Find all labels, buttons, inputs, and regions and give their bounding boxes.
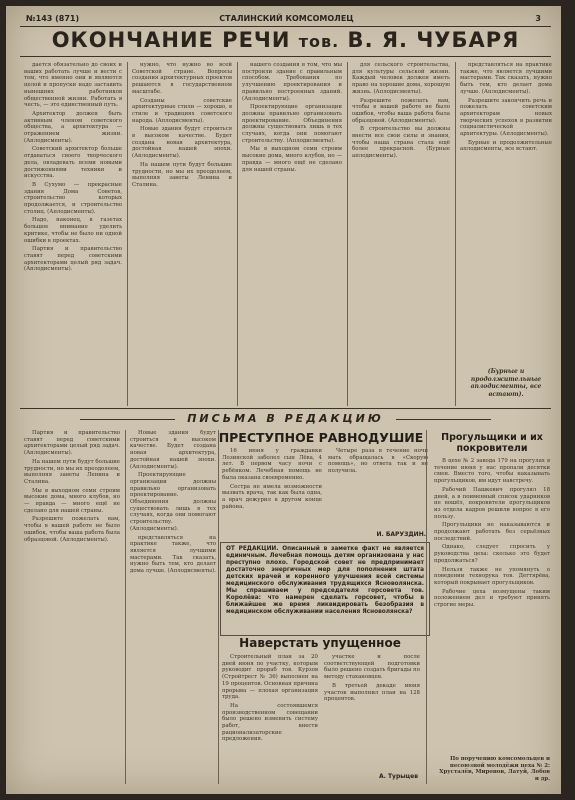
- column-divider: [127, 62, 128, 406]
- paragraph: нашего создания в том, что мы построили здание с правильным способом. Требования по улучшению проектирования и правильно построенных зданий. (Аплодисменты).: [242, 62, 342, 102]
- paragraph: Разрешите пожелать вам, чтобы в вашей работе не было ошибок, чтобы ваша работа была образцовой. (Аплодисменты).: [24, 516, 120, 543]
- newspaper-page: [6, 6, 561, 794]
- paragraph: Проектирующие организации должны правильно организовать проектирование. Объединения должны существовать лишь в тех случаях, когда они помогают строительству. (Аплодисменты).: [242, 104, 342, 144]
- paragraph: Рабочий Пашкевич прогулял 18 дней, а в поименный список ударников не вошёл, покровители прогульщиков из отдела кадров решили вопрос в его пользу.: [434, 486, 550, 520]
- speech-continuation-column-2: [130, 430, 216, 784]
- issue-number: №143 (871): [26, 14, 80, 23]
- paragraph: В третьей декаде июня участок выполнил план на 128 процентов.: [324, 682, 420, 703]
- speech-column-3: [242, 62, 342, 406]
- paragraph: Мы в выходном семи строим высокие дома, много клубов, но — правда — много ещё не сделано для нашей страны.: [24, 487, 120, 514]
- paragraph: Рабочие цеха возмущены таким положением дел и требуют принять строгие меры.: [434, 588, 550, 609]
- column-divider: [237, 62, 238, 406]
- paragraph: Мы в выходном семи строим высокие дома, много клубов, но — правда — много ещё не сделано для нашей страны.: [242, 146, 342, 173]
- article-3-signature: По поручению комсомольцев и несоюзной молодёжи цеха № 2: Хрусталёв, Миронов, Латуй, Лобов и др.: [439, 756, 550, 783]
- newspaper-name: СТАЛИНСКИЙ КОМСОМОЛЕЦ: [219, 14, 354, 23]
- paragraph: Надо, наконец, в газетах большое внимание уделить критике, чтобы не было ни одной ошибки в проектах.: [24, 217, 122, 244]
- paragraph: В цехе № 2 завода 179 на прогулах в течение июня у нас пропали десятки смен. Вместо того, чтобы наказывать прогульщиков, им идут навстречу.: [434, 458, 550, 485]
- paragraph: представляться на практике также, что является лучшими мастерами. Так сказать, нужно быть тем, кто делает дома лучше. (Аплодисменты).: [460, 62, 552, 95]
- column-divider: [426, 430, 427, 784]
- paragraph: Советский архитектор больше отдаваться своего творческого дела, овладевать всеми новыми достижениями техники и искусства.: [24, 146, 122, 180]
- speech-column-2: [132, 62, 232, 406]
- paragraph: На нашем пути будут большие трудности, но мы их преодолеем, выполняя заветы Ленина и Сталина.: [24, 458, 120, 485]
- paragraph: В Сухумо — прекрасные здания Дома Советов, строительство которых продолжается, и строительство столиц. (Аплодисменты).: [24, 181, 122, 215]
- paragraph: Проектирующие организации должны правильно организовать проектирование. Объединения должны существовать лишь в тех случаях, когда они помогают строительству. (Аплодисменты).: [130, 472, 216, 532]
- letters-banner: ПИСЬМА В РЕДАКЦИЮ: [20, 412, 551, 426]
- paragraph: На состоявшемся производственном совещании было решено изменить систему работ, внести рационализаторские предложения.: [222, 702, 318, 743]
- column-divider: [125, 430, 126, 784]
- paragraph: представляться на практике также, что является лучшими мастерами. Так сказать, нужно быть тем, кто делает дома лучше. (Аплодисменты).: [130, 534, 216, 575]
- paragraph: нужно, что нужно во всей Советской стране. Вопросы создания архитектурных проектов решаются в государственном масштабе.: [132, 62, 232, 95]
- article-title-prestupnoe: ПРЕСТУПНОЕ РАВНОДУШИЕ: [218, 430, 424, 445]
- paragraph: 16 июня у гражданки Лозинской заболел сын Лёва, 4 лет. В первом часу ночи с ребёнком. Лечебная помощь не была оказана своевременно.: [222, 448, 322, 481]
- section-rule: [20, 408, 551, 409]
- closing-ovation: (Бурные и продолжительные аплодисменты, все встают).: [470, 368, 542, 398]
- article-2-column-1: [222, 654, 318, 782]
- paragraph: Строительный план за 20 дней июня по участку, которым руководит прораб тов. Курзов (Стройтрест № 36) выполнен на 19 процентов. Основная причина прорыва — плохая организация труда.: [222, 654, 318, 701]
- paragraph: Сестра не имела возможности вызвать врача, так как была одна, а врач дежурил в другом конце района.: [222, 483, 322, 510]
- paragraph: Новые здания будут строиться в высоком качестве. Будет создана новая архитектура, достойная нашей эпохи. (Аплодисменты).: [132, 126, 232, 160]
- column-divider: [218, 430, 219, 784]
- editorial-note: ОТ РЕДАКЦИИ. Описанный в заметке факт не является единичным. Лечебная помощь детям организована у нас преступно плохо. Городской совет не предпринимает достаточно энергичных мер для пополнения штата детских врачей и коренного улучшения всей системы медицинского обслуживания трудящихся Ясноволянска. Мы спрашиваем у председателя горсовета тов. Королёва: что намерен сделать горсовет, чтобы в ближайшее же время ликвидировать безобразия в медицинском обслуживании населения Ясноволянска?: [220, 542, 430, 636]
- article-1-column-1: [222, 448, 322, 528]
- column-divider: [455, 62, 456, 406]
- headline-tov: тов.: [298, 32, 340, 51]
- article-3-column: [434, 458, 550, 754]
- paragraph: Разрешите пожелать вам, чтобы в вашей работе не было ошибок, чтобы ваша работа была образцовой. (Аплодисменты).: [352, 97, 450, 124]
- speech-column-4: [352, 62, 450, 406]
- article-title-naverstat: Наверстать упущенное: [239, 636, 401, 650]
- paragraph: дается обязательно до своих и ваших работать лучше и вести с тем, что именно они и являются целой и пропуски надо заставить нынешних работников общественной жизни. Работать в честь, — это единственный путь.: [24, 62, 122, 109]
- paragraph: Однако, следует спросить у руководства цеха: сколько это будет продолжаться?: [434, 544, 550, 564]
- paragraph: Партия и правительство ставят перед советскими архитекторами целый ряд задач. (Аплодисменты).: [24, 430, 120, 457]
- article-title-progulshchiki: Прогульщики и их покровители: [441, 432, 543, 454]
- paragraph: для сельского строительства, для культуры сельской жизни. Каждый человек должен иметь право на хорошие дома, хорошую жизнь. (Аплодисменты).: [352, 62, 450, 95]
- headline-main: ОКОНЧАНИЕ РЕЧИ: [51, 28, 299, 52]
- paragraph: участке и после соответствующей подготовки было решено создать бригады по методу стахановцев.: [324, 654, 420, 681]
- header-rule: [20, 26, 551, 27]
- column-divider: [347, 62, 348, 406]
- article-1-column-2: [328, 448, 428, 528]
- paragraph: Партия и правительство ставят перед советскими архитекторами целый ряд задач. (Аплодисменты).: [24, 246, 122, 273]
- paragraph: Нельзя также не упомянуть о поведении технорука тов. Дегтярёва, который покрывает прогульщиков.: [434, 566, 550, 586]
- speech-column-5: [460, 62, 552, 362]
- article-2-column-2: [324, 654, 420, 770]
- paragraph: Новые здания будут строиться в высоком качестве. Будет создана новая архитектура, достойная нашей эпохи. (Аплодисменты).: [130, 430, 216, 470]
- headline-rule: [20, 56, 551, 57]
- paragraph: В строительство вы должны внести все свои силы и знания, чтобы наша страна стала ещё более прекрасной. (Бурные аплодисменты).: [352, 126, 450, 160]
- paragraph: Бурные и продолжительные аплодисменты, все встают.: [460, 139, 552, 153]
- paragraph: Прогульщики не наказываются и продолжают работать без серьёзных последствий.: [434, 522, 550, 542]
- page-number: 3: [535, 14, 541, 23]
- article-1-signature: И. БАРУЗДИН.: [376, 531, 426, 538]
- main-headline: [20, 28, 551, 52]
- paragraph: Четыре раза в течение ночи мать обращалась в «Скорую помощь», но ответа так и не получила.: [328, 448, 428, 475]
- paragraph: Архитектор должен быть активным членом советского общества, а архитектура — отражением жизни. (Аплодисменты).: [24, 110, 122, 144]
- speech-continuation-column: [24, 430, 120, 784]
- paragraph: На нашем пути будут большие трудности, но мы их преодолеем, выполняя заветы Ленина и Сталина.: [132, 161, 232, 188]
- paragraph: Созданы советские архитектурные стили — хорошо, в стиле и традициях советского народа. (Аплодисменты).: [132, 97, 232, 124]
- speech-column-1: [24, 62, 122, 406]
- paragraph: Разрешите закончить речь и пожелать советским архитекторам новых творческих успехов в развитии социалистической архитектуры. (Аплодисменты).: [460, 97, 552, 138]
- headline-name: В. Я. ЧУБАРЯ: [339, 28, 520, 52]
- article-2-signature: А. Турыцев: [378, 773, 418, 780]
